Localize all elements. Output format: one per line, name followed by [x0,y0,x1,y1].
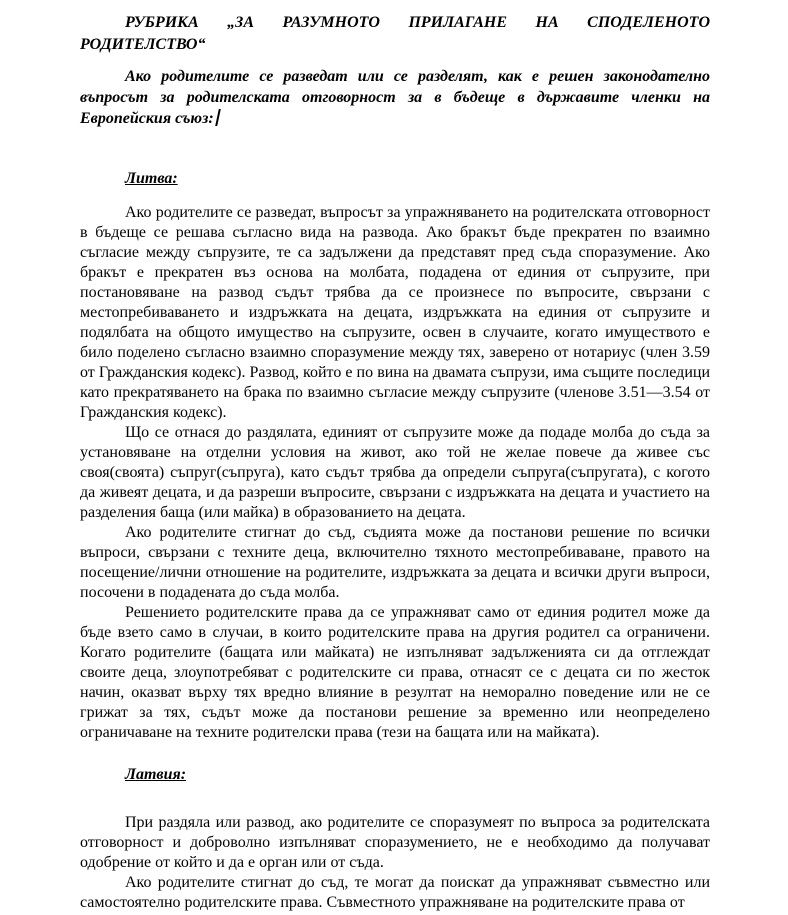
body-paragraph: Ако родителите се разведат, въпросът за упражняването на родителската отговорност в бъдеще се решава съгласно вида на развода. Ако бракът бъде прекратен по взаимно съгласие между съпрузите, те са задължени да представят пред съда споразумение. Ако бракът е прекратен въз основа на молбата, подадена от единия от съпрузите, при постановяване на развод съдът трябва да се произнесе по въпросите, свързани с местопребиваването и издръжката на децата, издръжката на единия от съпрузите и подялбата на общото имущество на съпрузите, освен в случаите, когато имуществото е било поделено съгласно взаимно споразумение между тях, заверено от нотариус (член 3.59 от Гражданския кодекс). Развод, който е по вина на двамата съпрузи, има същите последици като прекратяването на брака по взаимно съгласие между съпрузите (членове 3.51—3.54 от Гражданския кодекс). [80,204,710,421]
document-title: РУБРИКА „ЗА РАЗУМНОТО ПРИЛАГАНЕ НА СПОДЕЛЕНОТО РОДИТЕЛСТВО“ [80,14,710,53]
body-paragraph: При раздяла или развод, ако родителите се споразумеят по въпроса за родителската отговорност и доброволно изпълняват споразумението, не е необходимо да получават одобрение от който и да е орган или от съда. [80,814,710,871]
section-heading-label: Латвия: [125,766,187,783]
body-paragraph: Що се отнася до раздялата, единият от съпрузите може да подаде молба до съда за установяване на отделни условия на живот, ако той не желае повече да живее със своя(своята) съпруг(съпруга), като съдът трябва да определи съпруга(съпругата), с когото да живеят децата, и да разреши въпросите, свързани с издръжката на децата и участието на разделения баща (или майка) в образованието на децата. [80,424,710,521]
intro-text: Ако родителите се разведат или се разделят, как е решен законодателно въпросът за родителската отговорност за в бъдеще в държавите членки на Европейския съюз: [80,68,710,127]
body-paragraph: Решението родителските права да се упражняват само от единия родител може да бъде взето само в случаи, в които родителските права на другия родител са ограничени. Когато родителите (бащата или майката) не изпълняват задълженията си да отглеждат своите деца, злоупотребяват с родителските си права, отнасят се с децата си по жесток начин, оказват върху тях вредно влияние в резултат на неморално поведение или не се грижат за тях, съдът може да постанови решение за временно или неопределено ограничаване на техните родителски права (тези на бащата или на майката). [80,604,710,741]
section-heading-lithuania [80,169,710,189]
document-intro [80,66,710,129]
body-paragraph: Ако родителите стигнат до съд, съдията може да постанови решение по всички въпроси, свързани с техните деца, включително тяхното местопребиваване, правото на посещение/лични отношение на родителите, издръжката за децата и всички други въпроси, посочени в подадената до съда молба. [80,524,710,601]
section-heading-label: Литва: [125,170,178,187]
body-paragraph: Ако родителите стигнат до съд, те могат да поискат да упражняват съвместно или самостоятелно родителските права. Съвместното упражняване на родителските права от [80,874,710,911]
text-cursor[interactable] [215,109,221,126]
section-heading-latvia [80,765,710,785]
